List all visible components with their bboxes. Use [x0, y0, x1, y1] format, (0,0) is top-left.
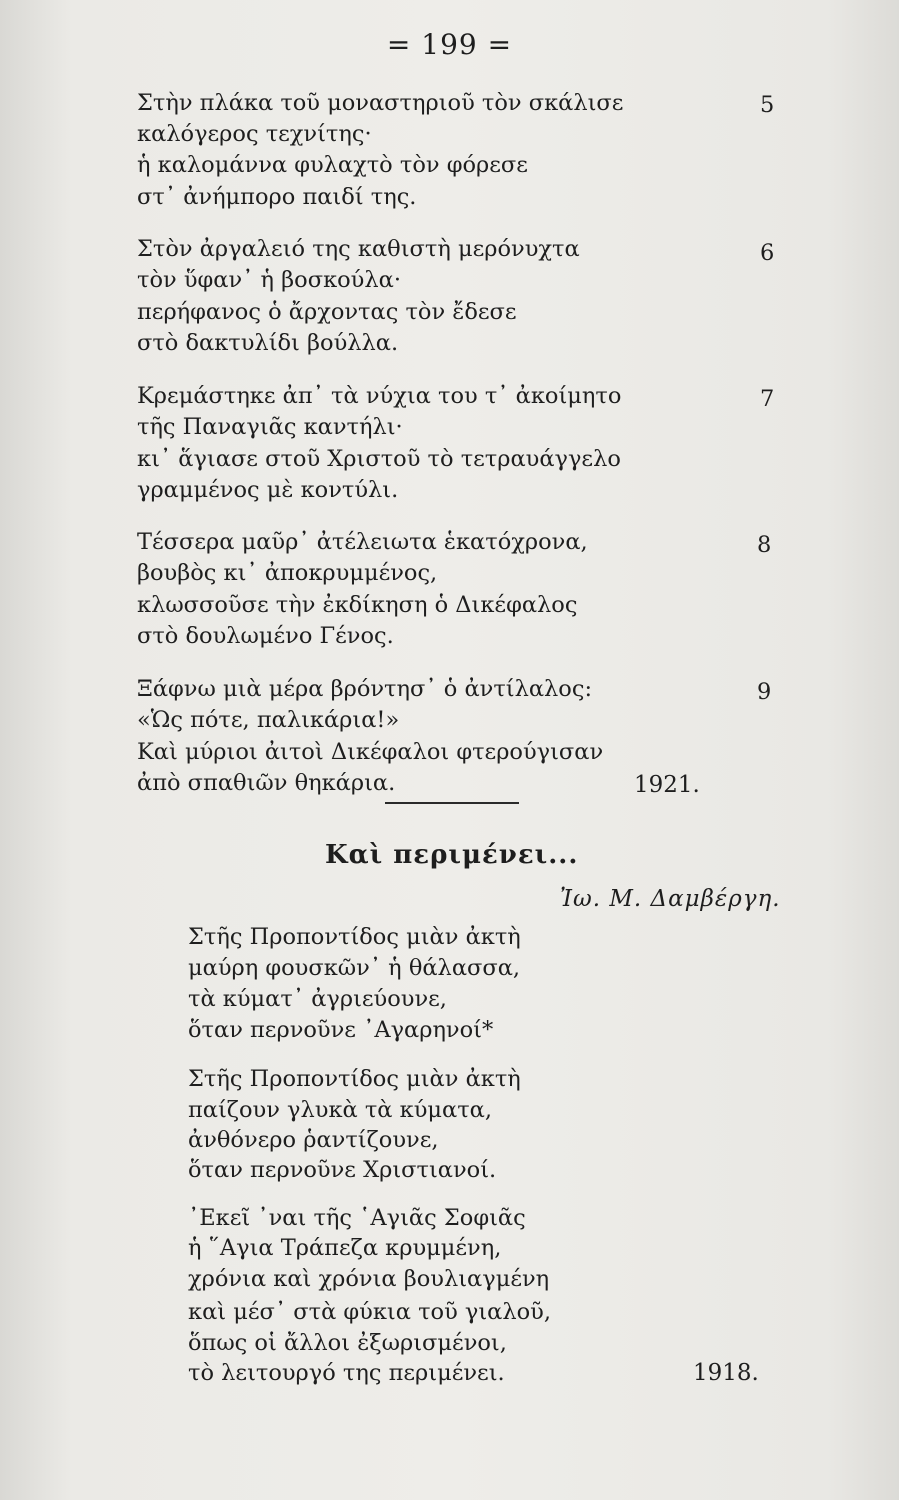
poem-year: 1921.: [634, 772, 700, 798]
verse-line: Στῆς Προποντίδος μιὰν ἀκτὴ: [188, 1066, 521, 1092]
verse-line: περήφανος ὁ ἄρχοντας τὸν ἔδεσε: [137, 299, 517, 325]
verse-line: παίζουν γλυκὰ τὰ κύματα,: [188, 1097, 492, 1123]
page-number: = 199 =: [386, 28, 513, 61]
verse-line: τῆς Παναγιᾶς καντήλι·: [137, 414, 403, 440]
verse-line: τὸ λειτουργό της περιμένει.: [188, 1360, 505, 1386]
verse-line: ὅταν περνοῦνε Χριστιανοί.: [188, 1157, 497, 1183]
stanza-number: 8: [757, 532, 772, 558]
verse-line: καὶ μέσ᾿ στὰ φύκια τοῦ γιαλοῦ,: [188, 1299, 552, 1325]
verse-line: Στὸν ἀργαλειό της καθιστὴ μερόνυχτα: [137, 236, 580, 262]
verse-line: μαύρη φουσκῶν᾿ ἡ θάλασσα,: [188, 955, 521, 981]
stanza-number: 5: [760, 92, 775, 118]
stanza-number: 9: [757, 679, 772, 705]
verse-line: «Ὡς πότε, παλικάρια!»: [137, 707, 400, 733]
poem-year: 1918.: [693, 1360, 759, 1386]
verse-line: κι᾿ ἅγιασε στοῦ Χριστοῦ τὸ τετραυάγγελο: [137, 446, 621, 472]
verse-line: στὸ δακτυλίδι βούλλα.: [137, 330, 399, 356]
verse-line: ὅταν περνοῦνε ᾿Αγαρηνοί*: [188, 1017, 494, 1043]
verse-line: τὰ κύματ᾿ ἀγριεύουνε,: [188, 986, 447, 1012]
verse-line: στὸ δουλωμένο Γένος.: [137, 623, 394, 649]
verse-line: καλόγερος τεχνίτης·: [137, 121, 372, 147]
verse-line: κλωσσοῦσε τὴν ἐκδίκηση ὁ Δικέφαλος: [137, 592, 578, 618]
verse-line: γραμμένος μὲ κοντύλι.: [137, 477, 399, 503]
verse-line: Κρεμάστηκε ἀπ᾿ τὰ νύχια του τ᾿ ἀκοίμητο: [137, 383, 622, 409]
verse-line: τὸν ὕφαν᾿ ἡ βοσκούλα·: [137, 267, 401, 293]
verse-line: ἀπὸ σπαθιῶν θηκάρια.: [137, 770, 396, 796]
verse-line: Ξάφνω μιὰ μέρα βρόντησ᾿ ὁ ἀντίλαλος:: [137, 676, 593, 702]
stanza-number: 7: [760, 386, 775, 412]
section-divider: [385, 802, 519, 804]
verse-line: χρόνια καὶ χρόνια βουλιαγμένη: [188, 1266, 550, 1292]
verse-line: ὅπως οἱ ἄλλοι ἐξωρισμένοι,: [188, 1330, 507, 1356]
verse-line: Τέσσερα μαῦρ᾿ ἀτέλειωτα ἑκατόχρονα,: [137, 529, 588, 555]
verse-line: ᾿Εκεῖ ᾿ναι τῆς ῾Αγιᾶς Σοφιᾶς: [188, 1205, 526, 1231]
verse-line: ἀνθόνερο ῥαντίζουνε,: [188, 1127, 439, 1153]
verse-line: Καὶ μύριοι ἀιτοὶ Δικέφαλοι φτερούγισαν: [137, 739, 604, 765]
stanza-number: 6: [760, 240, 775, 266]
poem-author: Ἰω. Μ. Δαμβέργη.: [560, 886, 781, 912]
verse-line: ἡ ῞Αγια Τράπεζα κρυμμένη,: [188, 1235, 502, 1261]
verse-line: στ᾿ ἀνήμπορο παιδί της.: [137, 184, 417, 210]
poem-title: Καὶ περιμένει...: [325, 840, 579, 870]
verse-line: βουβὸς κι᾿ ἀποκρυμμένος,: [137, 560, 438, 586]
verse-line: Στῆς Προποντίδος μιὰν ἀκτὴ: [188, 924, 521, 950]
verse-line: ἡ καλομάννα φυλαχτὸ τὸν φόρεσε: [137, 152, 528, 178]
verse-line: Στὴν πλάκα τοῦ μοναστηριοῦ τὸν σκάλισε: [137, 90, 624, 116]
